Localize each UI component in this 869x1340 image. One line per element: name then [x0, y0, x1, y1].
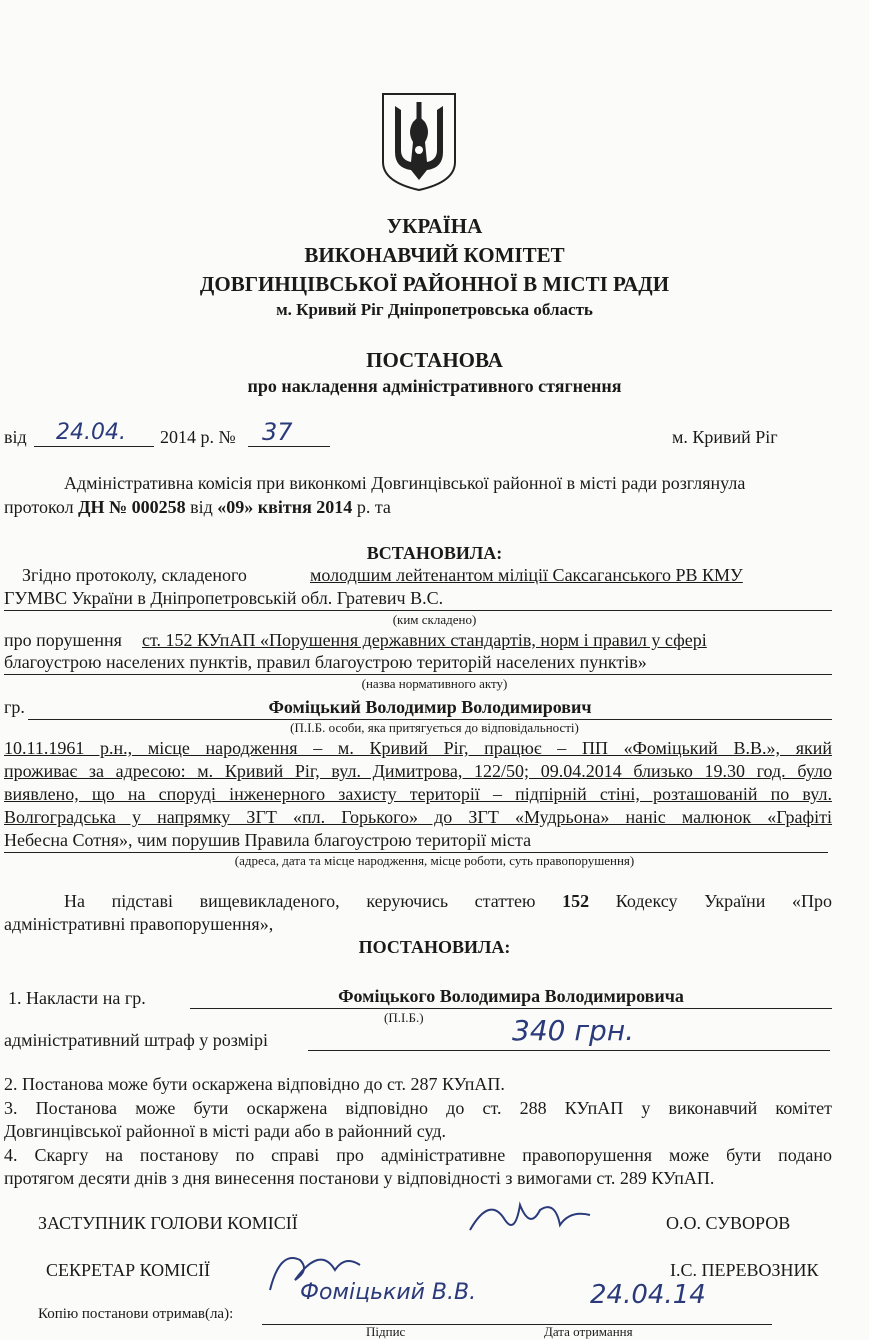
header-country: УКРАЇНА	[386, 214, 483, 238]
caption-regulation: (назва нормативного акту)	[361, 676, 508, 691]
basis-text-a: На підставі вищевикладеного, керуючись статтею	[64, 891, 536, 911]
intro-line2	[4, 497, 391, 518]
received-signature: Фоміцький В.В.	[300, 1280, 477, 1305]
item1-caption: (П.І.Б.)	[384, 1010, 424, 1025]
fine-label: адміністративний штраф у розмірі	[4, 1030, 269, 1050]
intro-suffix: р. та	[356, 497, 391, 517]
established-line3-fill: ст. 152 КУпАП «Порушення державних стандартів, норм і правил у сфері	[142, 630, 707, 650]
secretary-name: І.С. ПЕРЕВОЗНИК	[670, 1260, 819, 1280]
caption-signature: Підпис	[366, 1324, 406, 1339]
date-field	[34, 420, 154, 447]
established-heading: ВСТАНОВИЛА:	[366, 543, 503, 563]
item2: 2. Постанова може бути оскаржена відповідно до ст. 287 КУпАП.	[4, 1074, 505, 1094]
received-label: Копію постанови отримав(ла):	[38, 1306, 234, 1322]
item1-name: Фоміцького Володимира Володимировича	[190, 986, 832, 1009]
caption-compiled-by: (ким складено)	[392, 612, 477, 627]
basis-text-b: Кодексу України «Про	[615, 891, 833, 911]
deputy-signature-icon	[460, 1190, 600, 1240]
protocol-number: ДН № 000258	[78, 497, 186, 517]
details-line: Волгоградська у напрямку ЗГТ «пл. Горького» до ЗГТ «Мудрьона» наніс малюнок «Графіті	[4, 807, 832, 827]
header-committee: ВИКОНАВЧИЙ КОМІТЕТ	[304, 243, 565, 267]
number-handwritten: 37	[262, 418, 293, 446]
header-city-region: м. Кривий Ріг Дніпропетровська область	[276, 300, 593, 319]
secretary-title: СЕКРЕТАР КОМІСІЇ	[46, 1260, 211, 1280]
deputy-title: ЗАСТУПНИК ГОЛОВИ КОМІСІЇ	[38, 1213, 298, 1233]
deputy-name: О.О. СУВОРОВ	[666, 1213, 791, 1233]
caption-details: (адреса, дата та місце народження, місце роботи, суть правопорушення)	[234, 853, 635, 868]
basis-article: 152	[562, 891, 590, 911]
item3-line1: 3. Постанова може бути оскаржена відповідно до ст. 288 КУпАП у виконавчий комітет	[4, 1098, 832, 1118]
established-line3-prefix: про порушення	[4, 630, 122, 650]
item4-line2: протягом десяти днів з дня винесення постанови у відповідності з вимогами ст. 289 КУпАП.	[4, 1168, 715, 1188]
established-line2-fill: ГУМВС України в Дніпропетровській обл. Гратевич В.С.	[4, 588, 444, 608]
protocol-date: «09» квітня 2014	[217, 497, 353, 517]
established-line2	[4, 588, 832, 611]
date-from-label: від	[4, 427, 27, 447]
item4-line1: 4. Скаргу на постанову по справі про адміністративне правопорушення може бути подано	[4, 1145, 832, 1165]
received-date: 24.04.14	[590, 1280, 706, 1310]
item1-prefix: 1. Накласти на гр.	[8, 988, 146, 1008]
basis-line2: адміністративні правопорушення»,	[4, 914, 274, 934]
intro-line1: Адміністративна комісія при виконкомі Довгинцівської районної в місті ради розглянула	[64, 473, 746, 493]
intro-from: від	[190, 497, 213, 517]
intro-prefix: протокол	[4, 497, 74, 517]
established-line4-fill: благоустрою населених пунктів, правил благоустрою територій населених пунктів»	[4, 652, 647, 672]
details-line: Небесна Сотня», чим порушив Правила благоустрою території міста	[4, 830, 532, 850]
established-line4	[4, 652, 832, 675]
item3-line2: Довгинцівської районної в місті ради або в районний суд.	[4, 1121, 446, 1141]
details-line: виявлено, що на споруді інженерного захисту території – підпірній стіні, розташованій по вул.	[4, 784, 832, 804]
header-council: ДОВГИНЦІВСЬКОЇ РАЙОННОЇ В МІСТІ РАДИ	[199, 272, 670, 296]
established-line1-prefix: Згідно протоколу, складеного	[22, 565, 247, 585]
established-line1-fill: молодшим лейтенантом міліції Саксаганського РВ КМУ	[310, 565, 743, 585]
doc-subtitle: про накладення адміністративного стягнення	[247, 376, 622, 396]
date-handwritten: 24.04.	[56, 420, 126, 445]
caption-person: (П.І.Б. особи, яка притягується до відповідальності)	[290, 720, 579, 735]
caption-date-received: Дата отримання	[544, 1324, 633, 1339]
citizen-name: Фоміцький Володимир Володимирович	[28, 697, 832, 720]
fine-handwritten: 340 грн.	[512, 1014, 635, 1047]
resolved-heading: ПОСТАНОВИЛА:	[358, 937, 511, 957]
citizen-prefix: гр.	[4, 697, 25, 717]
details-last-line	[4, 830, 828, 853]
details-line: проживає за адресою: м. Кривий Ріг, вул. Димитрова, 122/50; 09.04.2014 близько 19.30 год. було	[4, 761, 832, 781]
number-field	[248, 418, 330, 447]
date-place: м. Кривий Ріг	[672, 427, 778, 447]
date-year-number: 2014 р. №	[160, 427, 236, 447]
coat-of-arms-trident-icon	[381, 92, 457, 192]
doc-title: ПОСТАНОВА	[366, 348, 503, 372]
details-line: 10.11.1961 р.н., місце народження – м. Кривий Ріг, працює – ПП «Фоміцький В.В.», який	[4, 738, 832, 758]
basis-line1	[64, 891, 832, 912]
